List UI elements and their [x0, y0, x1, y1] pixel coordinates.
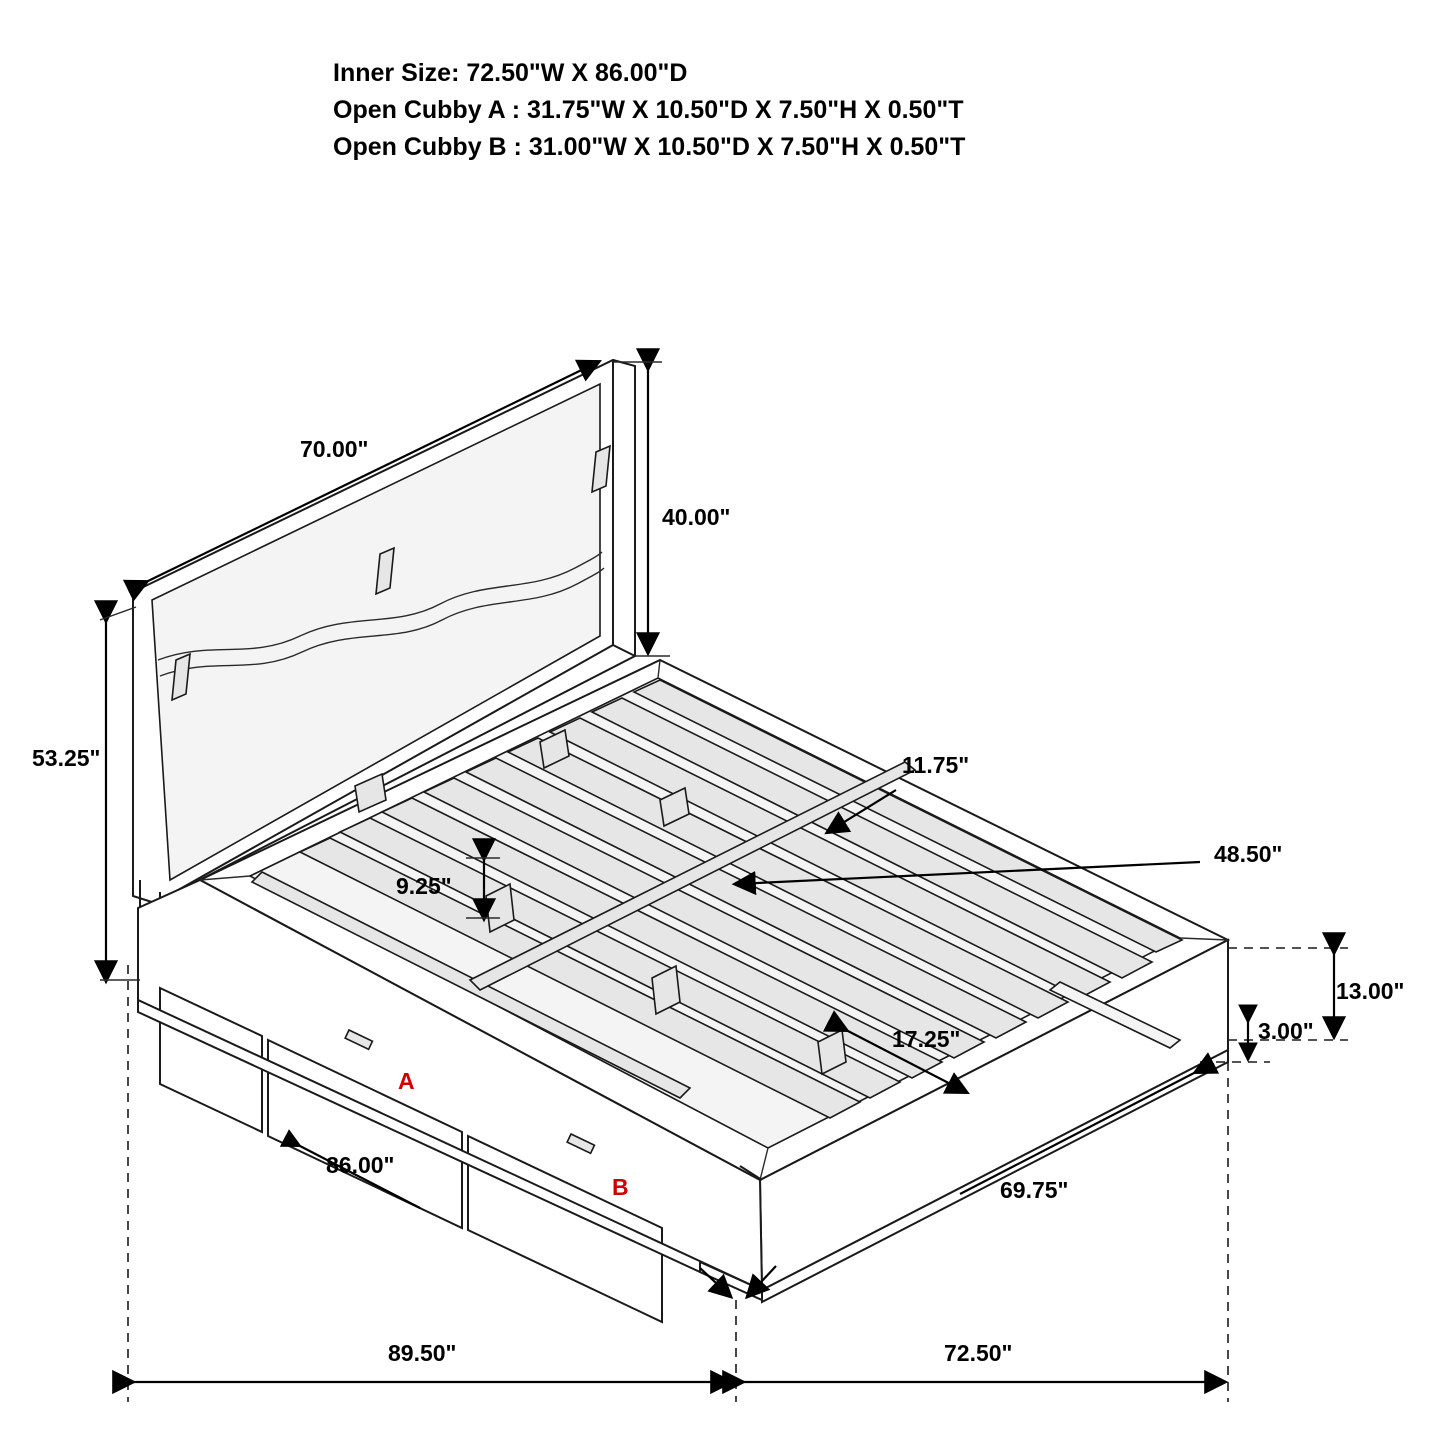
- cubby-label-a: A: [398, 1068, 415, 1094]
- spec-line-inner-size: Inner Size: 72.50"W X 86.00"D: [333, 59, 688, 87]
- dim-center-support: 48.50": [1214, 841, 1283, 867]
- dim-storage-height: 13.00": [1336, 978, 1405, 1004]
- dim-base-height: 3.00": [1258, 1018, 1314, 1044]
- dim-headboard-height: 40.00": [662, 504, 731, 530]
- spec-line-cubby-b: Open Cubby B : 31.00"W X 10.50"D X 7.50"H X 0.50"T: [333, 133, 966, 161]
- dim-slat-gap: 9.25": [396, 873, 452, 899]
- dim-drawer-depth: 17.25": [892, 1026, 961, 1052]
- spec-line-cubby-a: Open Cubby A : 31.75"W X 10.50"D X 7.50"H X 0.50"T: [333, 96, 964, 124]
- dim-headboard-width: 70.00": [300, 436, 369, 462]
- dim-total-height: 53.25": [32, 745, 101, 771]
- dim-overall-length: 89.50": [388, 1340, 457, 1366]
- cubby-label-b: B: [612, 1174, 629, 1200]
- dim-overall-width: 72.50": [944, 1340, 1013, 1366]
- dim-footboard-width: 69.75": [1000, 1177, 1069, 1203]
- dim-rail-depth: 11.75": [902, 752, 970, 778]
- dim-bed-length: 86.00": [326, 1152, 395, 1178]
